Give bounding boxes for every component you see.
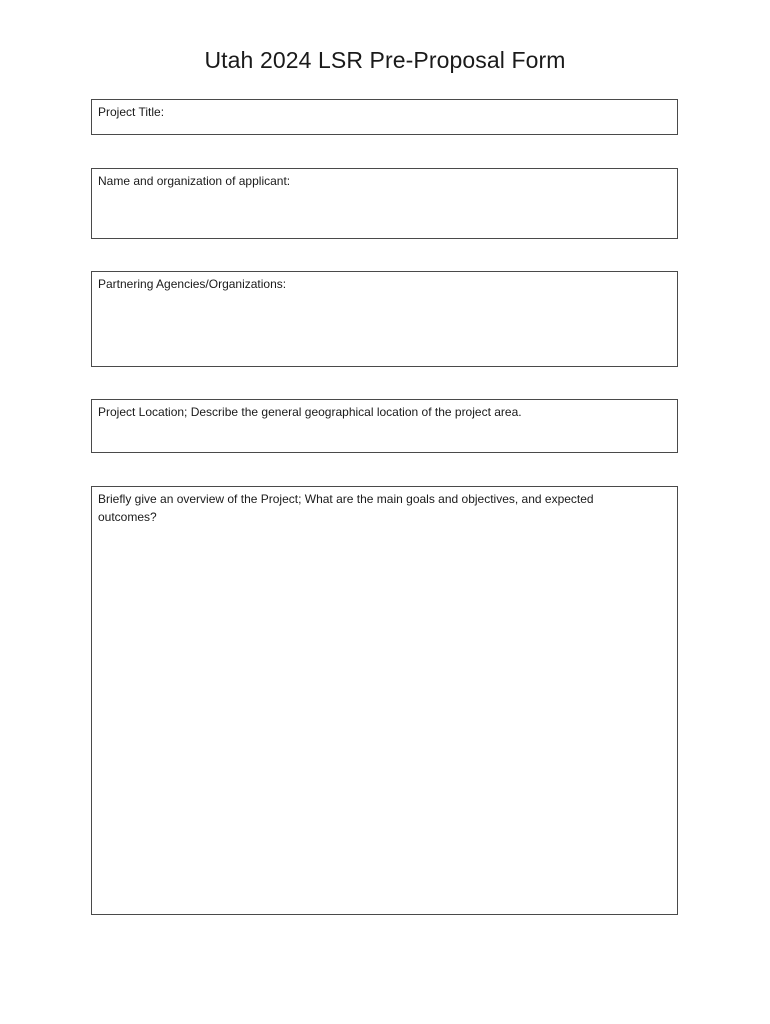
page-title: Utah 2024 LSR Pre-Proposal Form: [204, 47, 566, 73]
project-title-label: Project Title:: [98, 105, 165, 119]
applicant-name-organization-label: Name and organization of applicant:: [98, 174, 291, 188]
project-location-label: Project Location; Describe the general geographical location of the project area.: [98, 405, 522, 419]
project-location-field[interactable]: [91, 399, 678, 453]
partnering-agencies-label: Partnering Agencies/Organizations:: [98, 277, 287, 291]
applicant-name-organization-field[interactable]: [91, 168, 678, 239]
project-title-field[interactable]: [91, 99, 678, 135]
partnering-agencies-field[interactable]: [91, 271, 678, 367]
project-overview-label: Briefly give an overview of the Project; What are the main goals and objectives, and expected outcomes?: [98, 492, 594, 524]
project-overview-field[interactable]: [91, 486, 678, 915]
